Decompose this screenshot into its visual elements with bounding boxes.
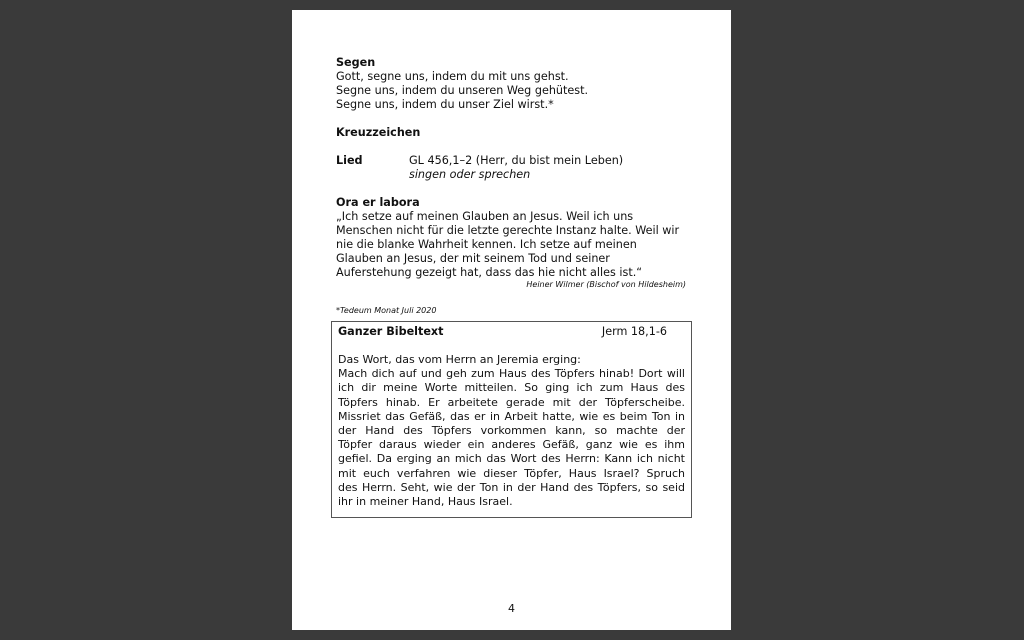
quote-line: nie die blanke Wahrheit kennen. Ich setze auf meinen xyxy=(336,238,637,251)
lied-row xyxy=(336,154,688,168)
footnote: *Tedeum Monat Juli 2020 xyxy=(336,306,437,315)
segen-line: Segne uns, indem du unseren Weg gehütest. xyxy=(336,84,589,97)
page-number: 4 xyxy=(508,602,515,615)
document-page xyxy=(292,10,731,630)
bibeltext-line: der Hand des Töpfers vorkommen kann, so machte der xyxy=(338,424,685,438)
ora-heading: Ora er labora xyxy=(336,196,420,209)
bibeltext-intro: Das Wort, das vom Herrn an Jeremia erging: xyxy=(338,353,581,366)
lied-note: singen oder sprechen xyxy=(409,168,531,181)
quote-line: Menschen nicht für die letzte gerechte Instanz halte. Weil wir xyxy=(336,224,680,237)
bibeltext-line: Töpfers hinab. Er arbeitete gerade mit der Töpferscheibe. xyxy=(338,395,685,409)
segen-line: Gott, segne uns, indem du mit uns gehst. xyxy=(336,70,569,83)
lied-song: GL 456,1–2 (Herr, du bist mein Leben) xyxy=(409,154,624,167)
quote-line: Auferstehung gezeigt hat, dass das hie nicht alles ist.“ xyxy=(336,266,643,279)
bibeltext-heading: Ganzer Bibeltext xyxy=(338,325,444,338)
bibeltext-reference: Jerm 18,1-6 xyxy=(601,325,667,338)
bibeltext-line: ich dir meine Worte mitteilen. So ging ich zum Haus des xyxy=(338,381,685,395)
bibeltext-line: gefiel. Da erging an mich das Wort des Herrn: Kann ich nicht xyxy=(338,452,685,466)
lied-label: Lied xyxy=(336,154,363,167)
quote-attribution: Heiner Wilmer (Bischof von Hildesheim) xyxy=(526,280,686,289)
segen-line: Segne uns, indem du unser Ziel wirst.* xyxy=(336,98,554,111)
bibeltext-line: Missriet das Gefäß, das er in Arbeit hatte, wie es beim Ton in xyxy=(338,409,685,423)
bibeltext-line: Töpfer daraus wieder ein anderes Gefäß, ganz wie es ihm xyxy=(338,438,685,452)
bibeltext-line: Mach dich auf und geh zum Haus des Töpfers hinab! Dort will xyxy=(338,367,685,381)
lied-note-row xyxy=(336,168,688,182)
quote-line: Glauben an Jesus, der mit seinem Tod und seiner xyxy=(336,252,610,265)
bibeltext-line: des Herrn. Seht, wie der Ton in der Hand des Töpfers, so seid xyxy=(338,480,685,494)
quote-line: „Ich setze auf meinen Glauben an Jesus. Weil ich uns xyxy=(336,210,634,223)
bibeltext-header xyxy=(338,325,685,339)
page-content xyxy=(336,56,688,316)
segen-heading: Segen xyxy=(336,56,376,69)
bibeltext-last-line: ihr in meiner Hand, Haus Israel. xyxy=(338,495,513,509)
bibeltext-box xyxy=(331,321,692,518)
kreuzzeichen-heading: Kreuzzeichen xyxy=(336,126,421,139)
bibeltext-line: mit euch verfahren wie dieser Töpfer, Haus Israel? Spruch xyxy=(338,466,685,480)
